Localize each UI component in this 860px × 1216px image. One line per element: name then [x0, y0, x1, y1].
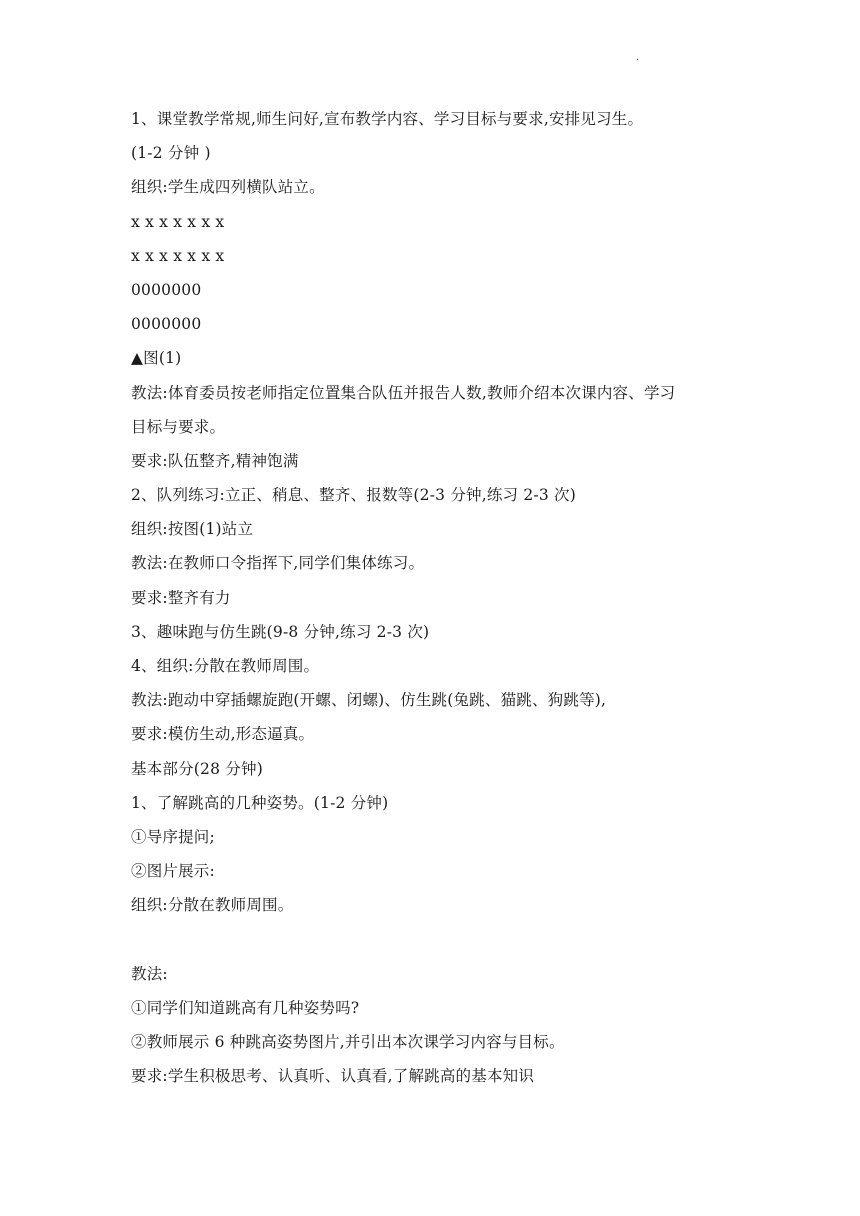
text-line: 目标与要求。: [131, 417, 226, 436]
text-line: ①同学们知道跳高有几种姿势吗?: [131, 998, 360, 1017]
text-line: ②教师展示 6 种跳高姿势图片,并引出本次课学习内容与目标。: [131, 1033, 565, 1052]
blank-line: [131, 923, 791, 957]
formation-row: 0000000: [131, 280, 202, 299]
text-line: 教法:在教师口令指挥下,同学们集体练习。: [131, 554, 425, 573]
figure-caption: ▲图(1): [131, 349, 182, 368]
text-line: 3、趣味跑与仿生跳(9-8 分钟,练习 2-3 次): [131, 622, 430, 641]
text-line: 1、课堂教学常规,师生问好,宣布教学内容、学习目标与要求,安排见习生。: [131, 110, 644, 128]
text-line: 教法:: [131, 964, 168, 983]
text-line: ①导序提问;: [131, 827, 215, 846]
text-line: 要求:模仿生动,形态逼真。: [131, 725, 315, 744]
text-line: 教法:体育委员按老师指定位置集合队伍并报告人数,教师介绍本次课内容、学习: [131, 383, 676, 402]
document-body: [131, 102, 791, 1093]
text-line: ②图片展示:: [131, 862, 215, 881]
text-line: 组织:学生成四列横队站立。: [131, 178, 325, 197]
text-line: 2、队列练习:立正、稍息、整齐、报数等(2-3 分钟,练习 2-3 次): [131, 486, 577, 505]
text-line: 组织:按图(1)站立: [131, 520, 254, 539]
text-line: 要求:整齐有力: [131, 588, 231, 607]
text-line: 4、组织:分散在教师周围。: [131, 657, 320, 675]
page-header-mark: .: [636, 52, 640, 63]
text-line: 组织:分散在教师周围。: [131, 896, 294, 915]
text-line: 要求:队伍整齐,精神饱满: [131, 451, 299, 470]
text-line: 要求:学生积极思考、认真听、认真看,了解跳高的基本知识: [131, 1067, 535, 1086]
section-heading: 基本部分(28 分钟): [131, 759, 263, 778]
formation-row: 0000000: [131, 315, 202, 334]
formation-row: x x x x x x x: [131, 246, 225, 265]
text-line: 1、了解跳高的几种姿势。(1-2 分钟): [131, 793, 389, 812]
text-line: (1-2 分钟 ): [131, 144, 211, 163]
formation-row: x x x x x x x: [131, 212, 225, 231]
text-line: 教法:跑动中穿插螺旋跑(开螺、闭螺)、仿生跳(兔跳、猫跳、狗跳等),: [131, 691, 607, 710]
